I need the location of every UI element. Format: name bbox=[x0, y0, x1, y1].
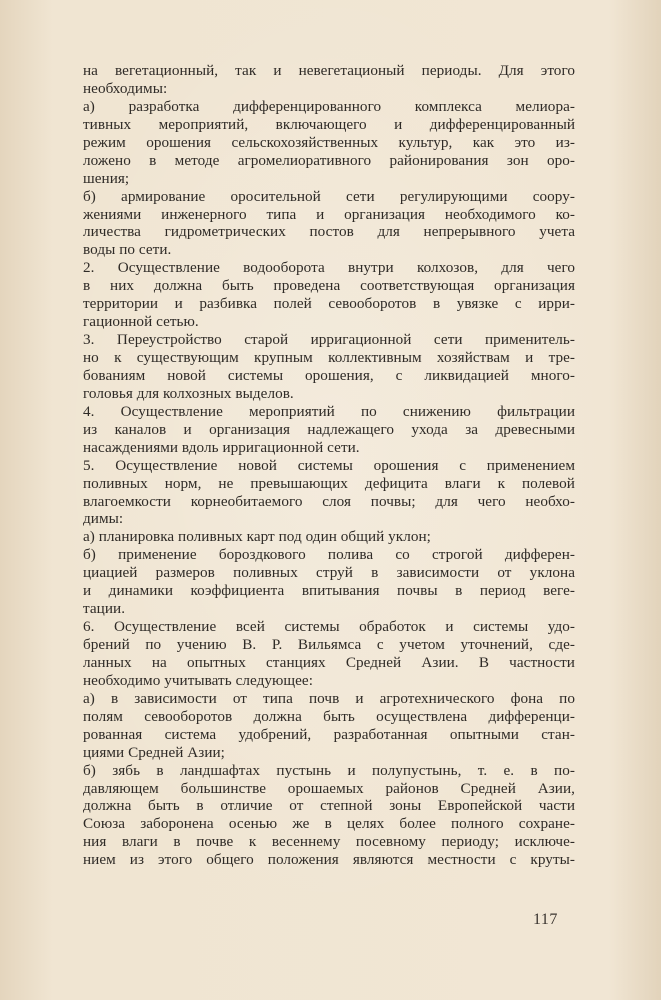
text-line-42: должна быть в отличие от степной зоны Европейской части bbox=[83, 797, 575, 815]
text-line-38: рованная система удобрений, разработанная опытными стан- bbox=[83, 725, 575, 743]
text-line-31: тации. bbox=[83, 600, 126, 618]
text-line-12: 2. Осуществление водооборота внутри колхозов, для чего bbox=[83, 259, 575, 277]
text-line-4: тивных мероприятий, включающего и дифференцированный bbox=[83, 115, 575, 133]
text-line-20: 4. Осуществление мероприятий по снижению фильтрации bbox=[83, 402, 575, 420]
text-line-27: а) планировка поливных карт под один общий уклон; bbox=[83, 528, 431, 546]
text-line-24: поливных норм, не превышающих дефицита влаги к полевой bbox=[83, 474, 575, 492]
text-line-6: ложено в методе агромелиоративного районирования зон оро- bbox=[83, 151, 575, 169]
text-line-1: на вегетационный, так и невегетационый периоды. Для этого bbox=[83, 62, 575, 79]
text-line-32: 6. Осуществление всей системы обработок и системы удо- bbox=[83, 618, 575, 636]
text-line-41: давляющем большинстве орошаемых районов Средней Азии, bbox=[83, 779, 575, 797]
text-line-29: циацией размеров поливных струй в зависимости от уклона bbox=[83, 564, 575, 582]
text-line-37: полям севооборотов должна быть осуществлена дифференци- bbox=[83, 707, 575, 725]
text-line-9: жениями инженерного типа и организация необходимого ко- bbox=[83, 205, 575, 223]
body-text bbox=[83, 62, 575, 869]
text-line-26: димы: bbox=[83, 510, 124, 528]
text-line-16: 3. Переустройство старой ирригационной сети применитель- bbox=[83, 331, 575, 349]
text-line-45: нием из этого общего положения являются местности с круты- bbox=[83, 851, 575, 869]
text-line-39: циями Средней Азии; bbox=[83, 743, 225, 761]
text-line-22: насаждениями вдоль ирригационной сети. bbox=[83, 438, 360, 456]
text-line-15: гационной сетью. bbox=[83, 313, 199, 331]
text-line-2: необходимы: bbox=[83, 79, 168, 97]
text-line-25: влагоемкости корнеобитаемого слоя почвы; для чего необхо- bbox=[83, 492, 575, 510]
text-line-33: брений по учению В. Р. Вильямса с учетом уточнений, сде- bbox=[83, 636, 575, 653]
text-line-40: б) зябь в ландшафтах пустынь и полупустынь, т. е. в по- bbox=[83, 761, 575, 779]
text-line-7: шения; bbox=[83, 169, 130, 187]
text-line-43: Союза заборонена осенью же в целях более полного сохране- bbox=[83, 815, 575, 833]
text-line-35: необходимо учитывать следующее: bbox=[83, 671, 313, 689]
text-line-28: б) применение бороздкового полива со строгой дифферен- bbox=[83, 546, 575, 564]
text-line-21: из каналов и организация надлежащего ухода за древесными bbox=[83, 420, 575, 438]
text-line-18: бованиям новой системы орошения, с ликвидацией много- bbox=[83, 366, 575, 384]
text-line-30: и динамики коэффициента впитывания почвы в период веге- bbox=[83, 582, 575, 600]
text-line-8: б) армирование оросительной сети регулирующими соору- bbox=[83, 187, 575, 205]
text-line-3: а) разработка дифференцированного комплекса мелиора- bbox=[83, 97, 575, 115]
text-line-34: ланных на опытных станциях Средней Азии. В частности bbox=[83, 653, 575, 671]
text-line-36: а) в зависимости от типа почв и агротехнического фона по bbox=[83, 689, 575, 707]
text-line-11: воды по сети. bbox=[83, 241, 172, 259]
text-line-14: территории и разбивка полей севооборотов в увязке с ирри- bbox=[83, 295, 575, 313]
text-line-23: 5. Осуществление новой системы орошения с применением bbox=[83, 456, 575, 474]
page-number: 117 bbox=[533, 911, 558, 928]
text-line-44: ния влаги в почве к весеннему посевному периоду; исключе- bbox=[83, 833, 575, 851]
text-line-17: но к существующим крупным коллективным хозяйствам и тре- bbox=[83, 349, 575, 366]
text-line-10: личества гидрометрических постов для непрерывного учета bbox=[83, 223, 575, 241]
text-line-5: режим орошения сельскохозяйственных культур, как это из- bbox=[83, 133, 575, 151]
text-line-19: головья для колхозных выделов. bbox=[83, 384, 294, 402]
text-line-13: в них должна быть проведена соответствующая организация bbox=[83, 277, 575, 295]
